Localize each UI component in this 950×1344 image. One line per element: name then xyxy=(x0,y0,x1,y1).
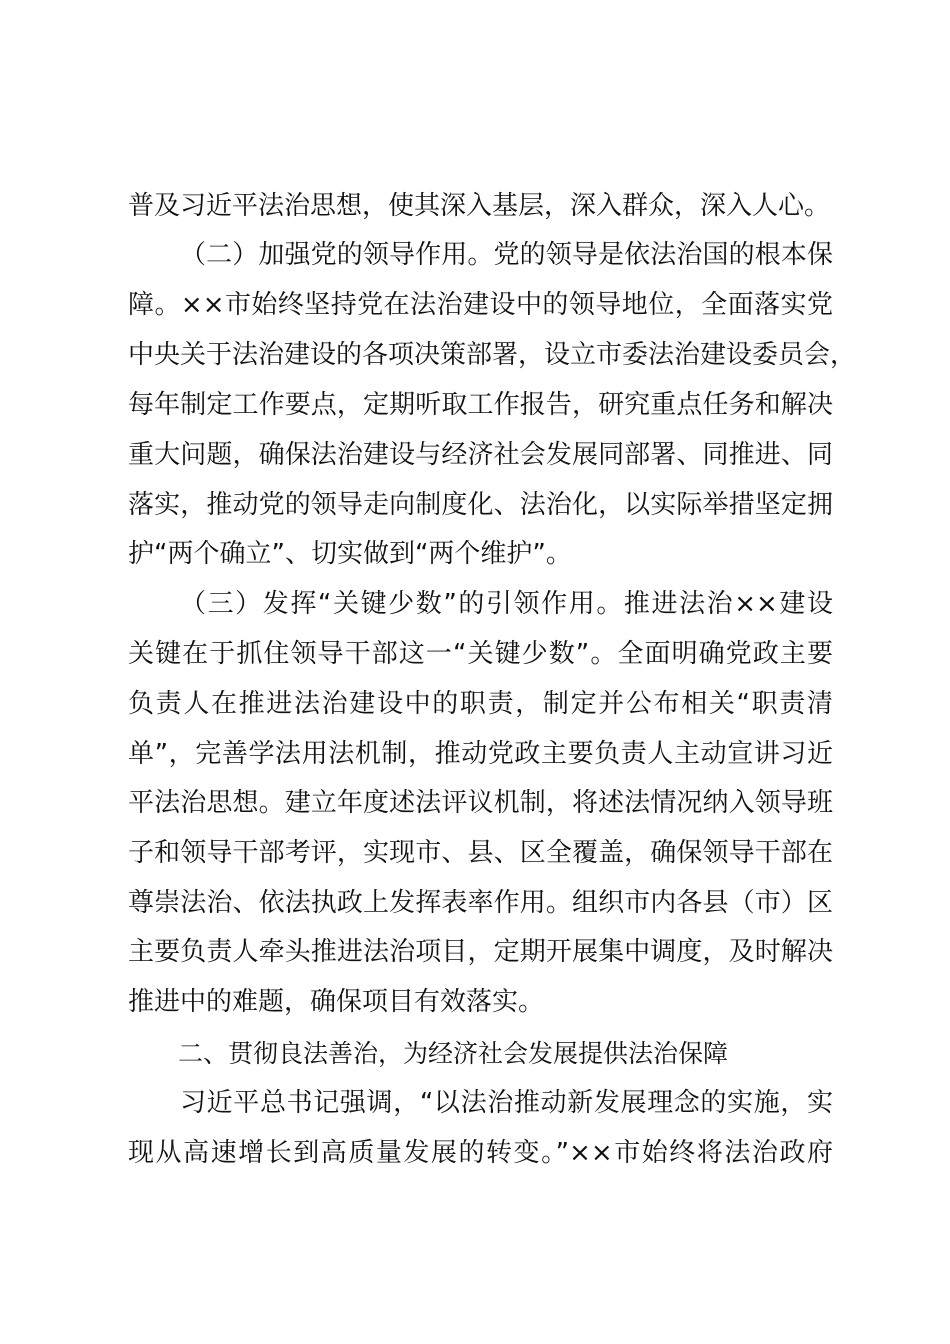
text-line: 负责人在推进法治建设中的职责，制定并公布相关“职责清 xyxy=(128,689,833,719)
text-line: 普及习近平法治思想，使其深入基层，深入群众，深入人心。 xyxy=(128,191,831,221)
text-line: 护“两个确立”、切实做到“两个维护”。 xyxy=(128,539,572,569)
text-line: 主要负责人牵头推进法治项目，定期开展集中调度，及时解决 xyxy=(128,937,833,967)
text-line: 子和领导干部考评，实现市、县、区全覆盖，确保领导干部在 xyxy=(128,838,833,868)
text-line: 关键在于抓住领导干部这一“关键少数”。全面明确党政主要 xyxy=(128,639,833,669)
text-line: 重大问题，确保法治建设与经济社会发展同部署、同推进、同 xyxy=(128,440,833,470)
text-line: 习近平总书记强调，“以法治推动新发展理念的实施，实 xyxy=(180,1088,833,1118)
text-line: 尊崇法治、依法执政上发挥表率作用。组织市内各县（市）区 xyxy=(128,888,833,918)
text-line: 推进中的难题，确保项目有效落实。 xyxy=(128,987,545,1017)
text-line: 平法治思想。建立年度述法评议机制，将述法情况纳入领导班 xyxy=(128,788,833,818)
text-line: 单”，完善学法用法机制，推动党政主要负责人主动宣讲习近 xyxy=(128,739,833,769)
text-line: （二）加强党的领导作用。党的领导是依法治国的根本保 xyxy=(180,240,833,270)
section-heading: 二、贯彻良法善治，为经济社会发展提供法治保障 xyxy=(178,1039,729,1068)
text-line: 落实，推动党的领导走向制度化、法治化，以实际举措坚定拥 xyxy=(128,490,833,520)
text-line: 现从高速增长到高质量发展的转变。”××市始终将法治政府 xyxy=(128,1138,833,1168)
text-line: 每年制定工作要点，定期听取工作报告，研究重点任务和解决 xyxy=(128,390,833,420)
text-line: 中央关于法治建设的各项决策部署，设立市委法治建设委员会， xyxy=(128,340,857,370)
text-line: （三）发挥“关键少数”的引领作用。推进法治××建设 xyxy=(180,589,833,619)
text-line: 障。××市始终坚持党在法治建设中的领导地位，全面落实党 xyxy=(128,290,833,320)
